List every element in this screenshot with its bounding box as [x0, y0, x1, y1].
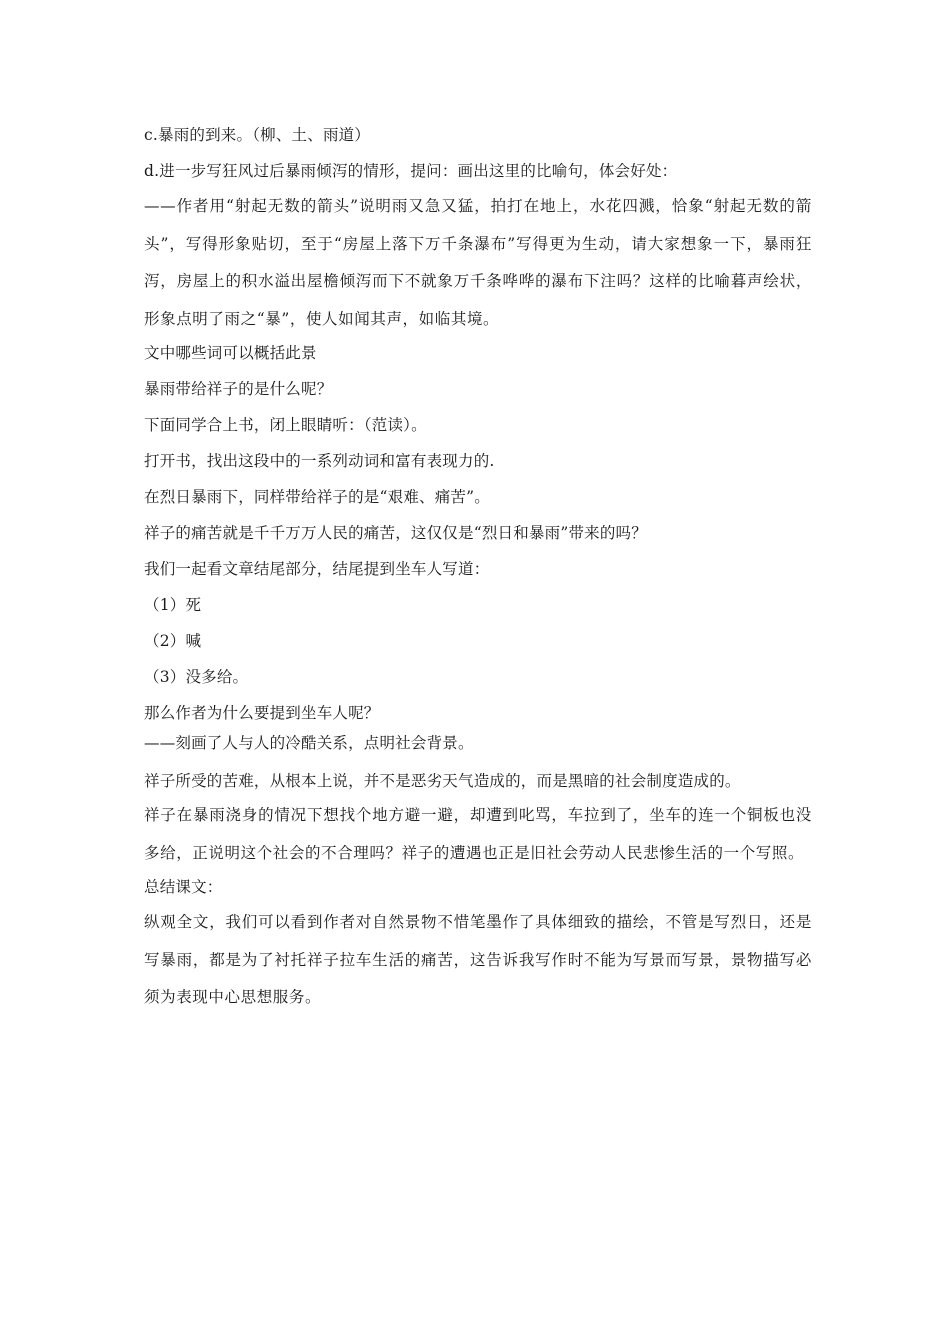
list-item-2: （2）喊: [144, 632, 202, 650]
paragraph-ending: 我们一起看文章结尾部分，结尾提到坐车人写道：: [144, 560, 490, 578]
paragraph-summary: 纵观全文，我们可以看到作者对自然景物不惜笔墨作了具体细致的描绘，不管是写烈日，还是写暴雨，都是为了衬托祥子拉车生活的痛苦，这告诉我写作时不能为写景而写景，景物描写必须为表现中心思想服务。: [144, 913, 812, 1006]
paragraph-d: d.进一步写狂风过后暴雨倾泻的情形，提问：画出这里的比喻句，体会好处：: [144, 162, 678, 180]
paragraph-social-background: ——刻画了人与人的冷酷关系，点明社会背景。: [144, 734, 474, 752]
paragraph-unfair-society: 祥子在暴雨浇身的情况下想找个地方避一避，却遭到叱骂，车拉到了，坐车的连一个铜板也没多给，正说明这个社会的不合理吗？祥子的遭遇也正是旧社会劳动人民悲惨生活的一个写照。: [144, 806, 812, 862]
paragraph-read-aloud: 下面同学合上书，闭上眼睛听：（范读）。: [144, 416, 427, 434]
paragraph-question-words: 文中哪些词可以概括此景: [144, 344, 317, 362]
paragraph-c: c.暴雨的到来。（柳、土、雨道）: [144, 126, 371, 144]
paragraph-why-passenger: 那么作者为什么要提到坐车人呢？: [144, 704, 380, 722]
section-heading-summary: 总结课文：: [144, 878, 223, 896]
document-body: [144, 122, 812, 1017]
paragraph-metaphor-analysis: ——作者用“射起无数的箭头”说明雨又急又猛，拍打在地上，水花四溅，恰象“射起无数的箭头”，写得形象贴切，至于“房屋上落下万千条瀑布”写得更为生动，请大家想象一下，暴雨狂泻，房屋上的积水溢出屋檐倾泻而下不就象万千条哗哗的瀑布下注吗？这样的比喻暮声绘状，形象点明了雨之“暴”，使人如闻其声，如临其境。: [144, 197, 812, 328]
paragraph-hardship: 在烈日暴雨下，同样带给祥子的是“艰难、痛苦”。: [144, 488, 490, 506]
list-item-3: （3）没多给。: [144, 668, 249, 686]
paragraph-root-cause: 祥子所受的苦难，从根本上说，并不是恶劣天气造成的，而是黑暗的社会制度造成的。: [144, 772, 741, 790]
paragraph-find-verbs: 打开书，找出这段中的一系列动词和富有表现力的.: [144, 452, 495, 470]
paragraph-suffering: 祥子的痛苦就是千千万万人民的痛苦，这仅仅是“烈日和暴雨”带来的吗？: [144, 524, 647, 542]
list-item-1: （1）死: [144, 596, 202, 614]
paragraph-question-rain: 暴雨带给祥子的是什么呢？: [144, 380, 333, 398]
